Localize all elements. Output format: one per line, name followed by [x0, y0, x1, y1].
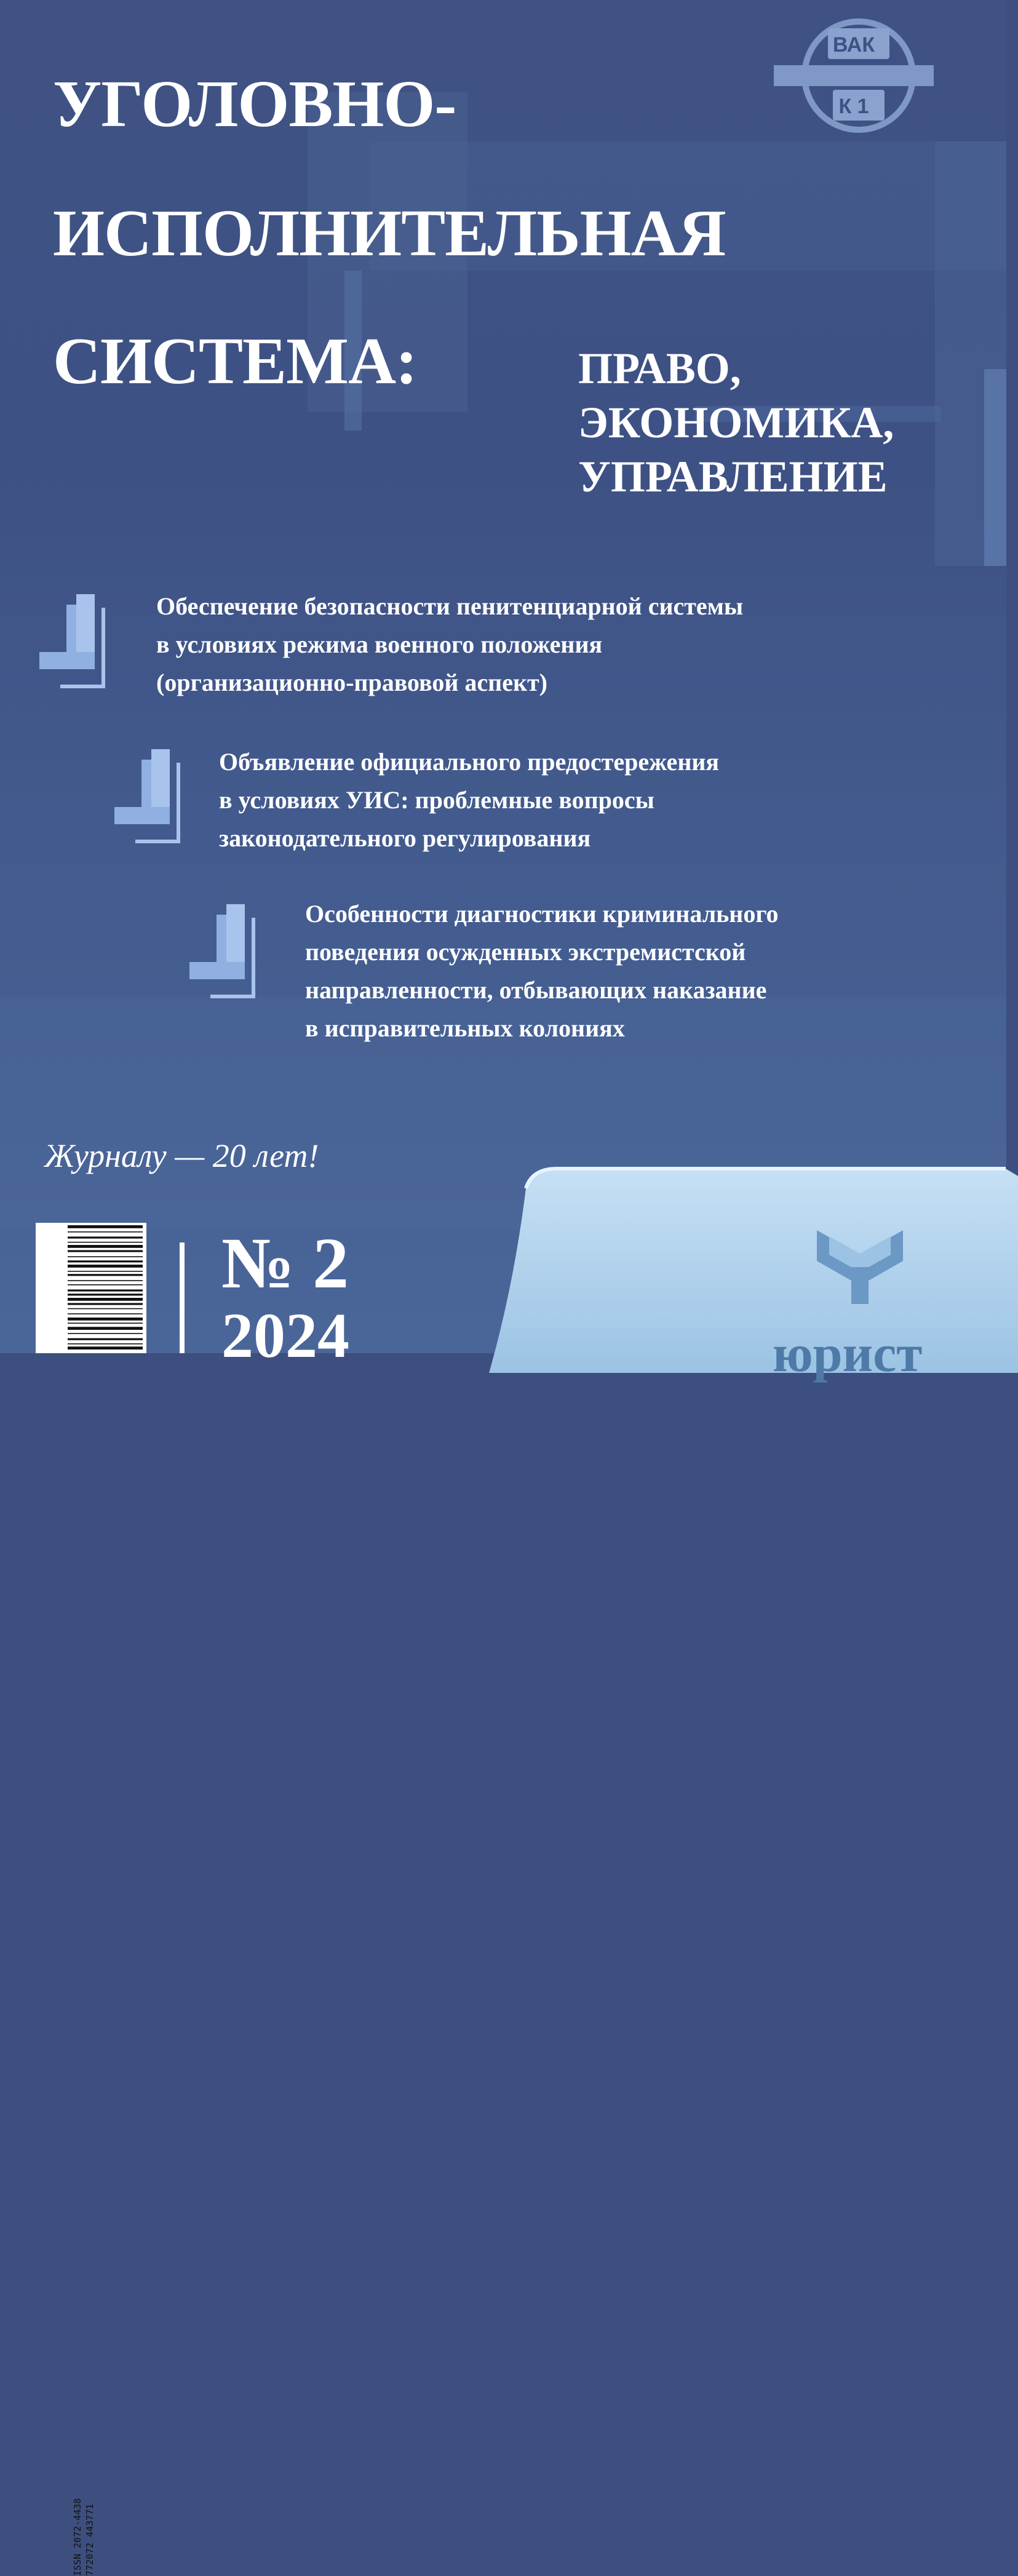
article-bullet-icon [36, 583, 134, 694]
vak-badge [774, 17, 934, 134]
issue-divider [180, 1242, 185, 1353]
subtitle-line-2: ЭКОНОМИКА, [578, 398, 894, 447]
issue-year: 2024 [221, 1300, 349, 1371]
publisher-name: юрист [773, 1324, 923, 1383]
article-headline-1 [156, 587, 743, 702]
journal-title-line-1: УГОЛОВНО- [53, 68, 456, 141]
article-3-line: направленности, отбывающих наказание [305, 976, 767, 1004]
article-1-line: (организационно-правовой аспект) [156, 669, 547, 696]
article-2-line: в условиях УИС: проблемные вопросы [219, 786, 654, 814]
article-2-line: законодательного регулирования [219, 824, 591, 852]
article-bullet-icon [186, 893, 284, 1004]
publisher-logo-icon [811, 1218, 909, 1310]
article-3-line: Особенности диагностики криминального [305, 900, 779, 928]
issue-number: № 2 [221, 1223, 349, 1303]
article-2-line: Объявление официального предостережения [219, 748, 720, 776]
barcode-text [71, 2446, 96, 2576]
subtitle-line-1: ПРАВО, [578, 344, 741, 393]
vak-badge-top: ВАК [832, 33, 875, 57]
journal-title-line-2: ИСПОЛНИТЕЛЬНАЯ [53, 197, 726, 270]
journal-subtitle [578, 341, 894, 504]
anniversary-note: Журналу — 20 лет! [44, 1137, 319, 1174]
barcode-bars [64, 1223, 146, 1353]
article-1-line: Обеспечение безопасности пенитенциарной системы [156, 592, 744, 620]
vak-badge-bottom: К 1 [838, 95, 869, 118]
article-1-line: в условиях режима военного положения [156, 630, 603, 658]
publisher-panel [489, 1164, 1018, 1373]
article-headline-2 [219, 743, 719, 857]
article-3-line: в исправительных колониях [305, 1014, 625, 1042]
issn-number: ISSN 2072-4438 [72, 2498, 83, 2576]
barcode-digits: 772072 443771 [84, 2503, 95, 2576]
journal-title-line-3: СИСТЕМА: [53, 325, 417, 398]
subtitle-line-3: УПРАВЛЕНИЕ [578, 452, 888, 501]
article-bullet-icon [111, 738, 209, 849]
article-headline-3 [305, 895, 779, 1047]
article-3-line: поведения осужденных экстремистской [305, 938, 746, 966]
barcode [36, 1223, 146, 2576]
